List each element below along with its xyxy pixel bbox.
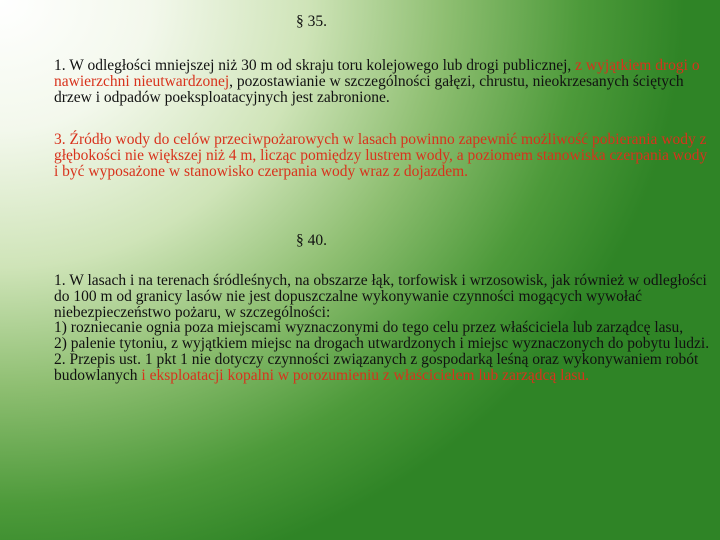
section-40-heading: § 40. bbox=[296, 232, 327, 249]
section-40-point-1: 1. W lasach i na terenach śródleśnych, na obszarze łąk, torfowisk i wrzosowisk, jak również w odległości do 100 m od granicy lasów nie jest dopuszczalne wykonywanie czynności mogących wywołać niebezpieczeństwo pożaru, w szczególności: bbox=[54, 272, 707, 321]
section-35-heading: § 35. bbox=[296, 13, 327, 30]
paragraph-1-text-b: , pozostawianie w szczególności gałęzi, chrustu, nieokrzesanych ściętych drzew i odpadów poeksploatacyjnych jest zabronione. bbox=[54, 72, 684, 106]
point-2-text-a: 2. Przepis ust. 1 pkt 1 nie dotyczy czynności związanych z gospodarką leśną oraz wykonywaniem robót budowlanych bbox=[54, 350, 699, 384]
paragraph-1-text-red: z wyjątkiem drogi o nawierzchni nieutwardzonej bbox=[54, 57, 700, 90]
section-40-subpoint-2: 2) palenie tytoniu, z wyjątkiem miejsc na drogach utwardzonych i miejsc wyznaczonych do pobytu ludzi. bbox=[54, 335, 710, 353]
section-40-body bbox=[54, 273, 714, 384]
section-40-subpoint-1: 1) rozniecanie ognia poza miejscami wyznaczonymi do tego celu przez właściciela lub zarządcę lasu, bbox=[54, 319, 684, 337]
point-2-text-red: i eksploatacji kopalni w porozumieniu z właścicielem lub zarządcą lasu. bbox=[141, 366, 589, 384]
section-35-paragraph-1 bbox=[54, 58, 714, 105]
section-35-paragraph-3: 3. Źródło wody do celów przeciwpożarowych w lasach powinno zapewnić możliwość pobierania wody z głębokości nie większej niż 4 m, licząc pomiędzy lustrem wody, a poziomem stanowiska czerpania wody i być wyposażone w stanowisko czerpania wody wraz z dojazdem. bbox=[54, 131, 708, 180]
section-40-point-2 bbox=[54, 352, 714, 384]
paragraph-1-text-a: 1. W odległości mniejszej niż 30 m od skraju toru kolejowego lub drogi publicznej, bbox=[54, 57, 576, 74]
